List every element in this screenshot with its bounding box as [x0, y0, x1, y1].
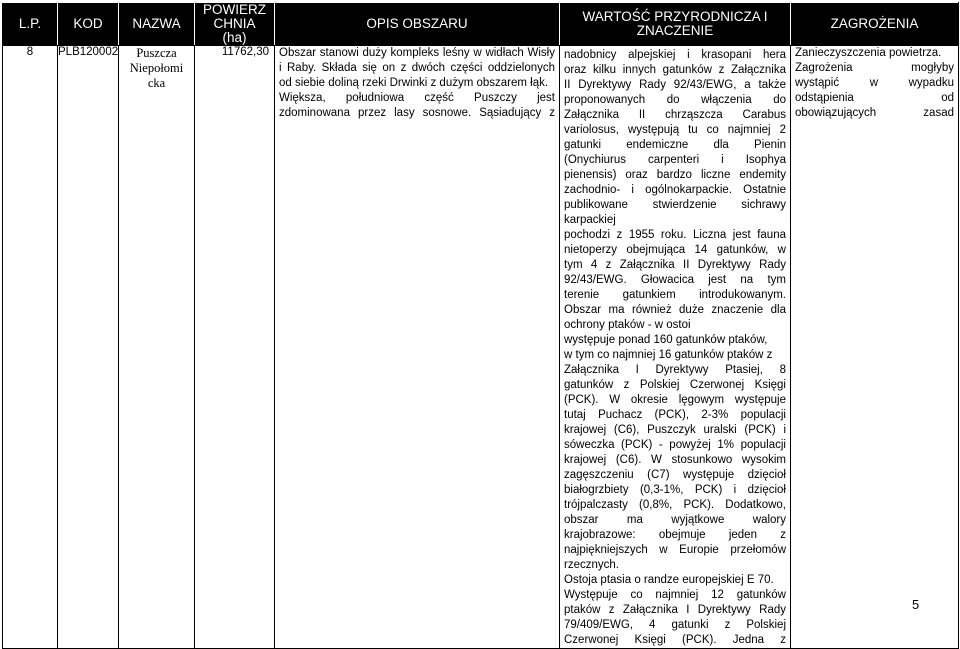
page-number: 5 [912, 597, 920, 612]
wartosc-line: zagęszczeniu (C7) występuje dzięcioł [564, 469, 786, 481]
header-powierzchnia-line-3: (ha) [222, 30, 247, 45]
wartosc-line: trójpalczasty (0,8%, PCK). Dodatkowo, [564, 499, 786, 511]
wartosc-line: krajobrazowe: obejmuje jeden z [564, 529, 786, 541]
wartosc-line: variolosus, występują tu co najmniej 2 [564, 124, 786, 136]
header-wartosc-line-1: WARTOŚĆ PRZYRODNICZA I [582, 9, 768, 24]
header-powierzchnia [195, 3, 275, 46]
cell-opis [275, 46, 560, 649]
wartosc-line: zachodnio- i ogólnokarpackie. Ostatnie [564, 184, 786, 196]
wartosc-line: tutaj Puchacz (PCK), 2-3% populacji [564, 409, 786, 421]
wartosc-line: pienensis) oraz bardzo liczne endemity [564, 169, 786, 181]
cell-kod: PLB120002 [58, 46, 119, 649]
nazwa-line-3: cka [147, 76, 166, 90]
wartosc-line: Załącznika II chrząszcza Carabus [564, 109, 786, 121]
cell-wartosc [560, 46, 791, 649]
wartosc-line: Obszar ma również duże znaczenie dla [564, 304, 786, 316]
wartosc-line: w tym co najmniej 16 gatunków ptaków z [564, 349, 773, 361]
nazwa-line-1: Puszcza [136, 46, 177, 60]
wartosc-line: Występuje co najmniej 12 gatunków [564, 589, 786, 601]
nazwa-line-2: Niepołomi [129, 61, 184, 75]
header-lp: L.P. [3, 3, 58, 46]
wartosc-line: ptaków z Załącznika I Dyrektywy Rady [564, 604, 786, 616]
header-zagrozenia: ZAGROŻENIA [791, 3, 959, 46]
cell-lp: 8 [3, 46, 58, 649]
table-row [3, 46, 959, 649]
wartosc-line: (PCK). W okresie lęgowym występuje [564, 394, 786, 406]
header-powierzchnia-line-1: POWIERZ [203, 2, 266, 17]
opis-line: Obszar stanowi duży kompleks leśny w widłach Wisły [279, 47, 555, 59]
wartosc-line: występuje ponad 160 gatunków ptaków, [564, 334, 768, 346]
wartosc-line: 79/409/EWG, 4 gatunki z Polskiej [564, 619, 786, 631]
wartosc-line: Czerwonej Księgi (PCK). Jedna z [564, 634, 786, 646]
zagrozenia-line: wystąpić w wypadku [795, 77, 954, 89]
header-wartosc-line-2: ZNACZENIE [636, 23, 714, 38]
header-powierzchnia-line-2: CHNIA [213, 16, 256, 31]
header-opis: OPIS OBSZARU [275, 3, 560, 46]
wartosc-line: proponowanych do włączenia do [564, 94, 786, 106]
cell-area: 11762,30 [195, 46, 275, 649]
zagrozenia-line: odstąpienia od [795, 92, 954, 104]
wartosc-line: pochodzi z 1955 roku. Liczna jest fauna [564, 229, 786, 241]
cell-zagrozenia [791, 46, 959, 649]
wartosc-line: ochrony ptaków - w ostoi [564, 319, 691, 331]
wartosc-line: rzecznych. [564, 559, 619, 571]
wartosc-line: oraz kilku innych gatunków z Załącznika [564, 64, 786, 76]
wartosc-line: gatunków z Polskiej Czerwonej Księgi [564, 379, 786, 391]
opis-line: i Raby. Składa się on z dwóch części oddzielonych [279, 62, 555, 74]
wartosc-line: karpackiej [564, 214, 616, 226]
wartosc-line: sóweczka (PCK) - powyżej 1% populacji [564, 439, 786, 451]
opis-line: od siebie doliną rzeki Drwinki z dużym obszarem łąk. [279, 77, 549, 89]
wartosc-line: obszar ma wyjątkowe walory [564, 514, 786, 526]
zagrozenia-line: Zanieczyszczenia powietrza. [795, 47, 942, 59]
wartosc-line: II Dyrektywy Rady 92/43/EWG, a także [564, 79, 786, 91]
protected-areas-table [2, 2, 959, 649]
cell-nazwa [119, 46, 195, 649]
header-kod: KOD [58, 3, 119, 46]
wartosc-line: krajowej (C6), Puszczyk uralski (PCK) i [564, 424, 786, 436]
wartosc-line: Ostoja ptasia o randze europejskiej E 70. [564, 574, 774, 586]
header-wartosc [560, 3, 791, 46]
wartosc-line: terenie gatunkiem introdukowanym. [564, 289, 786, 301]
wartosc-line: nietoperzy obejmująca 14 gatunków, w [564, 244, 786, 256]
wartosc-line: (Onychiurus carpenteri i Isophya [564, 154, 786, 166]
wartosc-line: krajowej (C6). W stosunkowo wysokim [564, 454, 786, 466]
wartosc-line: publikowane stwierdzenie sichrawy [564, 199, 786, 211]
wartosc-line: najpiękniejszych w Europie przełomów [564, 544, 786, 556]
header-nazwa: NAZWA [119, 3, 195, 46]
wartosc-line: nadobnicy alpejskiej i krasopani hera [564, 49, 786, 61]
wartosc-line: Załącznika I Dyrektywy Ptasiej, 8 [564, 364, 786, 376]
zagrozenia-line: obowiązujących zasad [795, 107, 954, 119]
wartosc-line: 92/43/EWG. Głowacica jest na tym [564, 274, 786, 286]
wartosc-line: tym 4 z Załącznika II Dyrektywy Rady [564, 259, 786, 271]
table-header-row [3, 3, 959, 46]
wartosc-line: gatunki endemiczne dla Pienin [564, 139, 786, 151]
opis-line: zdominowana przez lasy sosnowe. Sąsiadujący z [279, 107, 555, 119]
wartosc-line: białogrzbiety (0,3-1%, PCK) i dzięcioł [564, 484, 786, 496]
zagrozenia-line: Zagrożenia mogłyby [795, 62, 954, 74]
opis-line: Większa, południowa część Puszczy jest [279, 92, 555, 104]
